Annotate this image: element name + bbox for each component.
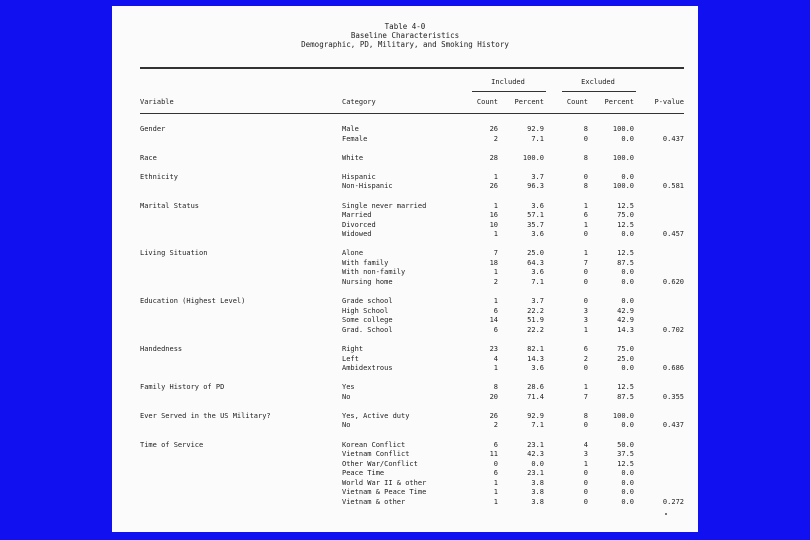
- category-cell: Yes: [342, 383, 355, 392]
- included-count-cell: 7: [493, 249, 498, 258]
- included-count-cell: 11: [489, 450, 498, 459]
- excluded-count-cell: 2: [583, 354, 588, 363]
- excluded-count-cell: 3: [583, 306, 588, 315]
- top-rule: [140, 67, 684, 69]
- included-percent-cell: 7.1: [531, 278, 544, 286]
- excluded-percent-cell: 0.0: [621, 497, 634, 506]
- excluded-percent-cell: 42.9: [617, 306, 634, 315]
- included-percent-cell: 92.9: [527, 411, 544, 420]
- included-count-cell: 10: [489, 220, 498, 229]
- category-cell: Vietnam Conflict: [342, 450, 410, 459]
- variable-label: Marital Status: [140, 201, 200, 210]
- excluded-rule: [562, 91, 636, 92]
- included-percent-cell: 22.2: [527, 306, 544, 315]
- header-excluded-count: Count: [566, 98, 588, 106]
- category-cell: Nursing home: [342, 278, 393, 286]
- category-cell: White: [342, 153, 364, 162]
- excluded-count-cell: 0: [583, 278, 588, 286]
- table-subtitle: Demographic, PD, Military, and Smoking History: [301, 40, 509, 49]
- variable-label: Handedness: [140, 344, 183, 353]
- excluded-count-cell: 0: [583, 268, 588, 277]
- excluded-count-cell: 4: [583, 440, 588, 449]
- included-count-cell: 1: [493, 201, 498, 210]
- included-rule: [472, 91, 546, 92]
- excluded-percent-cell: 100.0: [612, 125, 634, 133]
- included-percent-cell: 3.8: [531, 488, 544, 497]
- excluded-percent-cell: 12.5: [617, 459, 634, 468]
- excluded-percent-cell: 12.5: [617, 249, 634, 258]
- pvalue-cell: 0.686: [662, 364, 684, 373]
- category-cell: With family: [342, 258, 389, 267]
- included-count-cell: 1: [493, 364, 498, 373]
- category-cell: Peace Time: [342, 469, 385, 478]
- excluded-count-cell: 1: [583, 249, 588, 258]
- included-count-cell: 2: [493, 421, 498, 430]
- included-percent-cell: 64.3: [527, 258, 544, 267]
- category-cell: No: [342, 392, 351, 401]
- included-percent-cell: 92.9: [527, 125, 544, 133]
- included-count-cell: 18: [489, 258, 498, 267]
- table-title: Baseline Characteristics: [350, 31, 460, 40]
- excluded-percent-cell: 87.5: [617, 392, 634, 401]
- excluded-count-cell: 0: [583, 488, 588, 497]
- included-count-cell: 4: [493, 354, 498, 363]
- included-count-cell: 20: [489, 392, 498, 401]
- variable-label: Time of Service: [140, 440, 204, 449]
- pvalue-cell: 0.272: [662, 497, 684, 506]
- pvalue-cell: 0.437: [662, 421, 684, 430]
- included-count-cell: 1: [493, 172, 498, 181]
- included-count-cell: 28: [489, 153, 498, 162]
- included-count-cell: 1: [493, 478, 498, 487]
- included-count-cell: 26: [489, 182, 498, 191]
- excluded-count-cell: 6: [583, 344, 588, 353]
- included-count-cell: 8: [493, 383, 498, 392]
- header-included: Included: [491, 78, 525, 86]
- excluded-count-cell: 0: [583, 134, 588, 143]
- excluded-percent-cell: 37.5: [617, 450, 634, 459]
- excluded-percent-cell: 0.0: [621, 230, 634, 239]
- excluded-percent-cell: 0.0: [621, 268, 634, 277]
- category-cell: No: [342, 421, 351, 430]
- excluded-count-cell: 1: [583, 459, 588, 468]
- included-percent-cell: 7.1: [531, 421, 544, 430]
- included-percent-cell: 7.1: [531, 134, 544, 143]
- excluded-count-cell: 7: [583, 258, 588, 267]
- excluded-count-cell: 6: [583, 211, 588, 220]
- excluded-count-cell: 3: [583, 316, 588, 325]
- included-percent-cell: 14.3: [527, 354, 544, 363]
- excluded-percent-cell: 75.0: [617, 211, 634, 220]
- document-page: [112, 6, 698, 532]
- included-percent-cell: 71.4: [527, 392, 544, 401]
- excluded-percent-cell: 42.9: [617, 316, 634, 325]
- included-count-cell: 6: [493, 440, 498, 449]
- included-count-cell: 26: [489, 125, 498, 133]
- included-count-cell: 23: [489, 344, 498, 353]
- variable-label: Ethnicity: [140, 172, 178, 181]
- header-excluded: Excluded: [581, 78, 615, 86]
- category-cell: With non-family: [342, 268, 406, 277]
- included-percent-cell: 42.3: [527, 450, 544, 459]
- excluded-percent-cell: 14.3: [617, 325, 634, 334]
- excluded-count-cell: 1: [583, 220, 588, 229]
- category-cell: Female: [342, 134, 368, 143]
- variable-label: Education (Highest Level): [140, 297, 246, 306]
- included-percent-cell: 96.3: [527, 182, 544, 191]
- category-cell: Other War/Conflict: [342, 459, 418, 468]
- excluded-count-cell: 7: [583, 392, 588, 401]
- variable-label: Living Situation: [140, 249, 208, 258]
- category-cell: Single never married: [342, 201, 427, 210]
- included-percent-cell: 3.6: [531, 364, 544, 373]
- excluded-count-cell: 0: [583, 297, 588, 306]
- excluded-count-cell: 0: [583, 172, 588, 181]
- category-cell: Divorced: [342, 220, 376, 229]
- category-cell: Ambidextrous: [342, 364, 393, 373]
- page-mark: [665, 513, 667, 515]
- header-variable: Variable: [140, 98, 174, 106]
- excluded-percent-cell: 0.0: [621, 364, 634, 373]
- included-percent-cell: 100.0: [522, 153, 544, 162]
- included-percent-cell: 0.0: [531, 459, 544, 468]
- included-percent-cell: 3.6: [531, 268, 544, 277]
- included-count-cell: 1: [493, 497, 498, 506]
- included-percent-cell: 35.7: [527, 220, 544, 229]
- included-percent-cell: 57.1: [527, 211, 544, 220]
- variable-label: Race: [140, 153, 157, 162]
- category-cell: Right: [342, 344, 364, 353]
- header-pvalue: P-value: [654, 98, 684, 106]
- category-cell: Left: [342, 354, 359, 363]
- variable-label: Family History of PD: [140, 383, 225, 392]
- category-cell: World War II & other: [342, 478, 427, 487]
- excluded-count-cell: 8: [583, 411, 588, 420]
- excluded-percent-cell: 12.5: [617, 201, 634, 210]
- included-percent-cell: 82.1: [527, 344, 544, 353]
- excluded-percent-cell: 100.0: [612, 153, 634, 162]
- category-cell: Vietnam & Peace Time: [342, 488, 427, 497]
- included-count-cell: 1: [493, 488, 498, 497]
- excluded-count-cell: 0: [583, 230, 588, 239]
- header-excluded-percent: Percent: [604, 98, 634, 106]
- category-cell: Male: [342, 125, 359, 133]
- category-cell: Alone: [342, 249, 364, 258]
- excluded-count-cell: 8: [583, 125, 588, 133]
- excluded-count-cell: 1: [583, 325, 588, 334]
- excluded-percent-cell: 12.5: [617, 383, 634, 392]
- excluded-percent-cell: 0.0: [621, 478, 634, 487]
- included-percent-cell: 28.6: [527, 383, 544, 392]
- included-percent-cell: 3.6: [531, 230, 544, 239]
- included-percent-cell: 3.8: [531, 497, 544, 506]
- excluded-percent-cell: 0.0: [621, 134, 634, 143]
- included-count-cell: 0: [493, 459, 498, 468]
- excluded-count-cell: 1: [583, 201, 588, 210]
- included-percent-cell: 3.6: [531, 201, 544, 210]
- header-category: Category: [342, 98, 376, 106]
- included-percent-cell: 22.2: [527, 325, 544, 334]
- included-count-cell: 1: [493, 297, 498, 306]
- excluded-count-cell: 3: [583, 450, 588, 459]
- included-percent-cell: 25.0: [527, 249, 544, 258]
- excluded-percent-cell: 25.0: [617, 354, 634, 363]
- excluded-count-cell: 1: [583, 383, 588, 392]
- excluded-count-cell: 0: [583, 364, 588, 373]
- excluded-percent-cell: 50.0: [617, 440, 634, 449]
- excluded-count-cell: 8: [583, 182, 588, 191]
- pvalue-cell: 0.437: [662, 134, 684, 143]
- header-rule: [140, 113, 684, 114]
- included-percent-cell: 23.1: [527, 440, 544, 449]
- included-percent-cell: 51.9: [527, 316, 544, 325]
- category-cell: High School: [342, 306, 389, 315]
- variable-label: Gender: [140, 125, 166, 133]
- table-number: Table 4-0: [384, 22, 426, 31]
- excluded-count-cell: 8: [583, 153, 588, 162]
- excluded-percent-cell: 100.0: [612, 182, 634, 191]
- included-count-cell: 1: [493, 268, 498, 277]
- excluded-percent-cell: 87.5: [617, 258, 634, 267]
- excluded-percent-cell: 0.0: [621, 297, 634, 306]
- excluded-count-cell: 0: [583, 469, 588, 478]
- excluded-percent-cell: 75.0: [617, 344, 634, 353]
- pvalue-cell: 0.620: [662, 278, 684, 286]
- excluded-percent-cell: 0.0: [621, 172, 634, 181]
- category-cell: Widowed: [342, 230, 372, 239]
- pvalue-cell: 0.355: [662, 392, 684, 401]
- included-percent-cell: 3.8: [531, 478, 544, 487]
- header-included-count: Count: [476, 98, 498, 106]
- included-count-cell: 2: [493, 134, 498, 143]
- included-percent-cell: 3.7: [531, 297, 544, 306]
- category-cell: Hispanic: [342, 172, 376, 181]
- pvalue-cell: 0.581: [662, 182, 684, 191]
- category-cell: Grade school: [342, 297, 393, 306]
- category-cell: Vietnam & other: [342, 497, 406, 506]
- excluded-percent-cell: 100.0: [612, 411, 634, 420]
- category-cell: Some college: [342, 316, 393, 325]
- excluded-count-cell: 0: [583, 497, 588, 506]
- included-count-cell: 26: [489, 411, 498, 420]
- excluded-count-cell: 0: [583, 478, 588, 487]
- included-percent-cell: 23.1: [527, 469, 544, 478]
- excluded-percent-cell: 12.5: [617, 220, 634, 229]
- included-count-cell: 16: [489, 211, 498, 220]
- pvalue-cell: 0.702: [662, 325, 684, 334]
- included-count-cell: 14: [489, 316, 498, 325]
- excluded-percent-cell: 0.0: [621, 278, 634, 286]
- included-count-cell: 6: [493, 469, 498, 478]
- included-count-cell: 6: [493, 306, 498, 315]
- category-cell: Married: [342, 211, 372, 220]
- included-count-cell: 2: [493, 278, 498, 286]
- pvalue-cell: 0.457: [662, 230, 684, 239]
- excluded-percent-cell: 0.0: [621, 421, 634, 430]
- header-included-percent: Percent: [514, 98, 544, 106]
- included-percent-cell: 3.7: [531, 172, 544, 181]
- included-count-cell: 6: [493, 325, 498, 334]
- category-cell: Korean Conflict: [342, 440, 406, 449]
- category-cell: Non-Hispanic: [342, 182, 393, 191]
- category-cell: Yes, Active duty: [342, 411, 410, 420]
- excluded-count-cell: 0: [583, 421, 588, 430]
- category-cell: Grad. School: [342, 325, 393, 334]
- excluded-percent-cell: 0.0: [621, 488, 634, 497]
- variable-label: Ever Served in the US Military?: [140, 411, 271, 420]
- included-count-cell: 1: [493, 230, 498, 239]
- excluded-percent-cell: 0.0: [621, 469, 634, 478]
